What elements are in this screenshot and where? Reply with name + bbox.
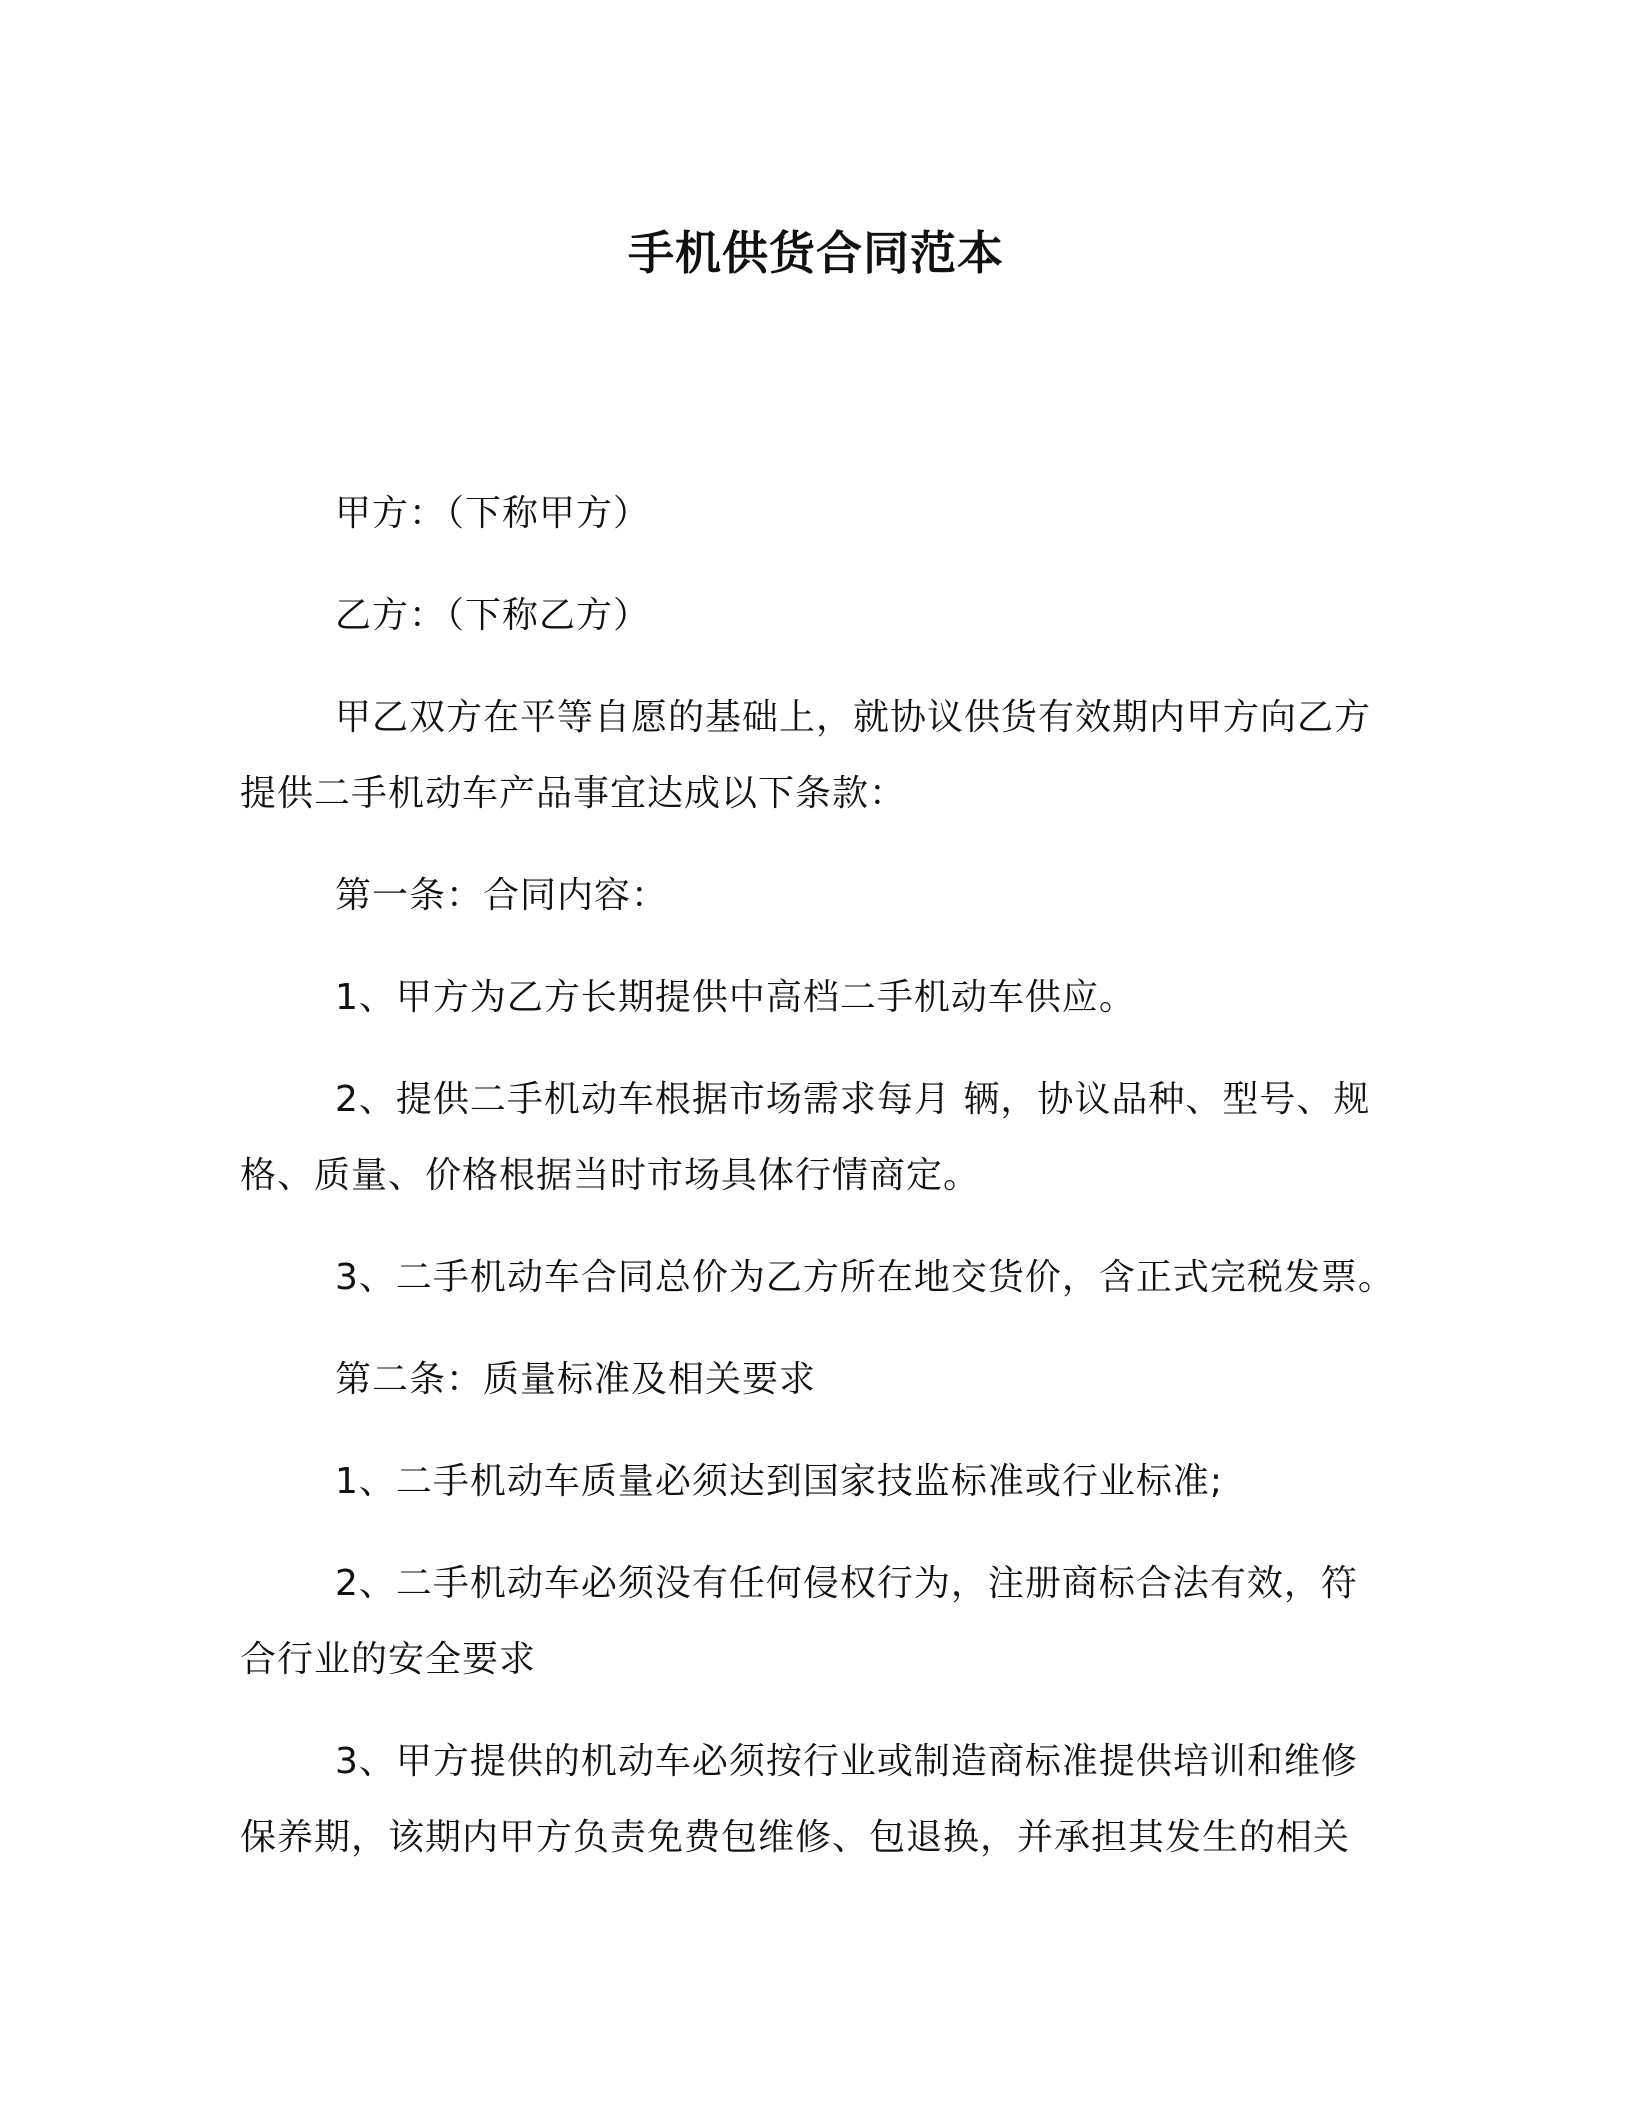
paragraph-line: 1、二手机动车质量必须达到国家技监标准或行业标准; (335, 1461, 1224, 1502)
paragraph-line: 2、二手机动车必须没有任何侵权行为，注册商标合法有效，符 (335, 1563, 1358, 1604)
paragraph-line: 甲乙双方在平等自愿的基础上，就协议供货有效期内甲方向乙方 (335, 697, 1372, 738)
paragraph-line: 第一条：合同内容： (335, 875, 669, 916)
paragraph-line: 3、二手机动车合同总价为乙方所在地交货价，含正式完税发票。 (335, 1257, 1395, 1298)
paragraph (240, 1244, 1412, 1312)
paragraph (240, 1066, 1412, 1210)
paragraph-line: 1、甲方为乙方长期提供中高档二手机动车供应。 (335, 977, 1136, 1018)
paragraph (240, 1346, 1412, 1414)
paragraph-line: 2、提供二手机动车根据市场需求每月 辆，协议品种、型号、规 (335, 1079, 1371, 1120)
document-title: 手机供货合同范本 (628, 226, 1004, 280)
paragraph (240, 1728, 1412, 1872)
paragraph (240, 684, 1412, 828)
paragraph-line: 第二条：质量标准及相关要求 (335, 1359, 817, 1400)
paragraph-line: 合行业的安全要求 (240, 1639, 537, 1680)
paragraph-line: 甲方：（下称甲方） (335, 493, 651, 534)
paragraph (240, 582, 1412, 650)
paragraph-line: 保养期，该期内甲方负责免费包维修、包退换，并承担其发生的相关 (240, 1817, 1351, 1858)
paragraph-line: 格、质量、价格根据当时市场具体行情商定。 (240, 1155, 981, 1196)
paragraph (240, 964, 1412, 1032)
paragraph-line: 提供二手机动车产品事宜达成以下条款： (240, 773, 907, 814)
paragraph (240, 1448, 1412, 1516)
paragraph (240, 862, 1412, 930)
paragraph (240, 1550, 1412, 1694)
paragraph-line: 乙方：（下称乙方） (335, 595, 651, 636)
paragraph-line: 3、甲方提供的机动车必须按行业或制造商标准提供培训和维修 (335, 1741, 1358, 1782)
paragraph (240, 480, 1412, 548)
document-body (240, 480, 1412, 1906)
